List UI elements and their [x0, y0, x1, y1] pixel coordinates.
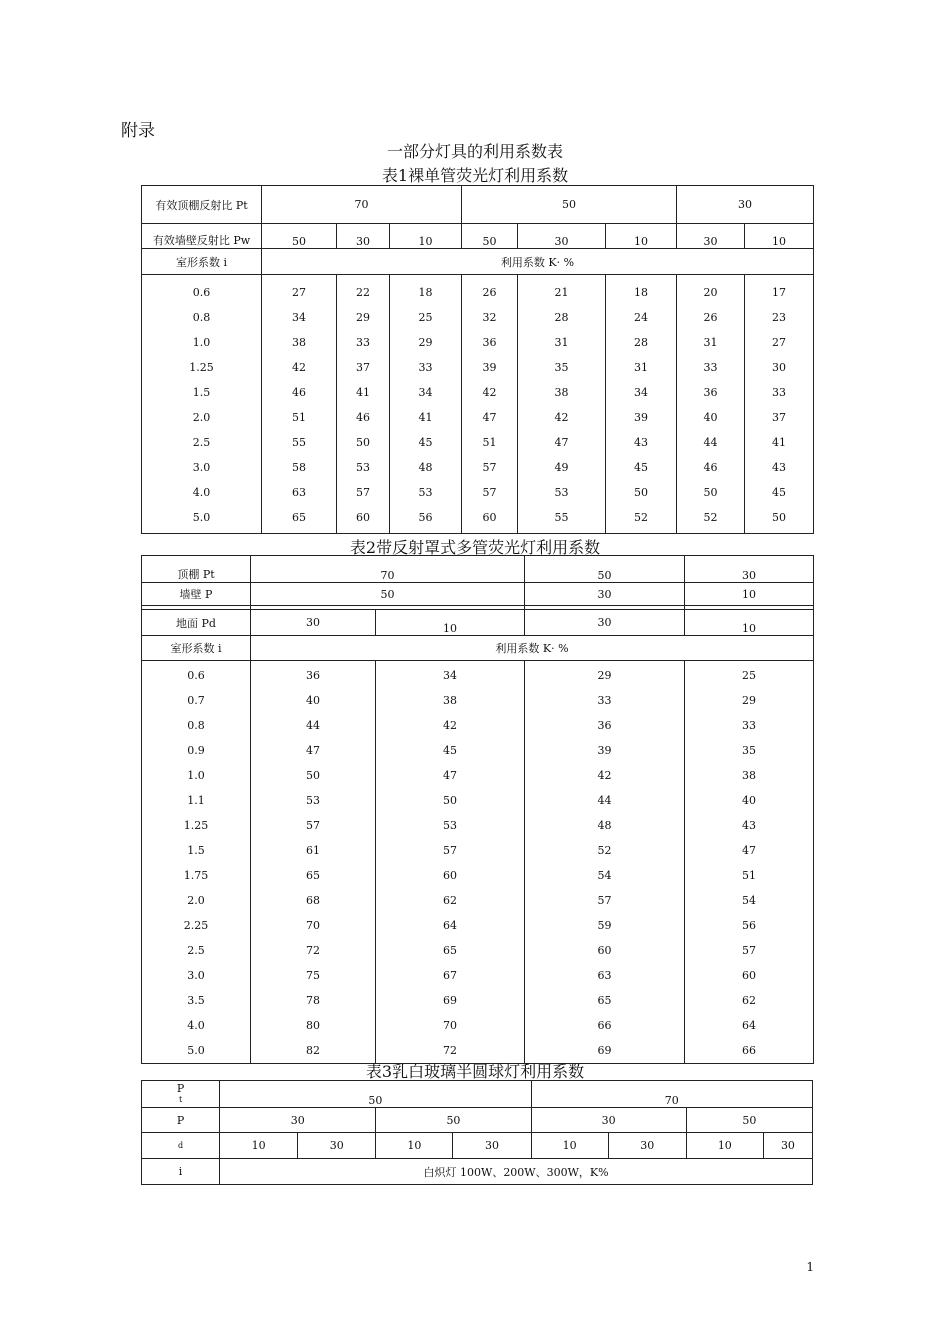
table-cell-value: 47 [554, 436, 569, 449]
ceiling-value: 50 [462, 186, 677, 224]
table-cell-value: 53 [554, 486, 569, 499]
wall-value: 10 [390, 224, 462, 249]
table-cell-value: 39 [597, 744, 612, 757]
floor-value: 30 [525, 610, 685, 636]
table-cell-value: 1.0 [187, 769, 205, 782]
table-cell-value: 50 [634, 486, 648, 499]
table-cell-value: 42 [482, 386, 497, 399]
data-column [525, 661, 685, 1064]
table-cell-value: 68 [306, 894, 320, 907]
wall-value: 10 [606, 224, 677, 249]
table-cell-value: 25 [418, 311, 433, 324]
table-cell-value: 24 [634, 311, 648, 324]
floor-row-label: d [142, 1133, 220, 1159]
table-cell-value: 62 [443, 894, 457, 907]
table-cell-value: 5.0 [187, 1044, 205, 1057]
table-cell-value: 42 [443, 719, 457, 732]
data-column [376, 661, 525, 1064]
ceiling-value: 30 [677, 186, 814, 224]
ceiling-reflectance-label: 有效顶棚反射比 Pt [142, 186, 262, 224]
floor-value: 30 [298, 1133, 376, 1159]
utilization-label: 利用系数 K· % [262, 249, 814, 275]
wall-label: 墙壁 P [142, 583, 251, 606]
table-cell-value: 23 [772, 311, 786, 324]
table-cell-value: 38 [554, 386, 569, 399]
table-cell-value: 75 [306, 969, 320, 982]
table-cell-value: 57 [482, 461, 497, 474]
table-cell-value: 39 [634, 411, 648, 424]
floor-value: 30 [251, 610, 376, 636]
table-cell-value: 47 [742, 844, 756, 857]
table-cell-value: 65 [597, 994, 612, 1007]
table-cell-value: 1.0 [192, 336, 211, 349]
table-cell-value: 29 [597, 669, 612, 682]
table-cell-value: 18 [634, 286, 648, 299]
table-cell-value: 33 [418, 361, 433, 374]
table-cell-value: 45 [418, 436, 433, 449]
table-cell-value: 51 [292, 411, 306, 424]
table-cell-value: 72 [443, 1044, 457, 1057]
table-cell-value: 57 [597, 894, 612, 907]
ceiling-row-label: P t [142, 1081, 220, 1108]
table-cell-value: 43 [634, 436, 648, 449]
table-cell-value: 34 [443, 669, 457, 682]
table-cell-value: 67 [443, 969, 457, 982]
wall-value: 50 [462, 224, 518, 249]
table-cell-value: 46 [292, 386, 306, 399]
table-cell-value: 25 [742, 669, 756, 682]
table-cell-value: 2.0 [187, 894, 205, 907]
table-cell-value: 33 [356, 336, 370, 349]
table2-title: 表2带反射罩式多管荧光灯利用系数 [349, 538, 601, 557]
table-cell-value: 29 [418, 336, 433, 349]
ceiling-value: 30 [685, 556, 814, 583]
table-cell-value: 41 [418, 411, 433, 424]
table-cell-value: 69 [443, 994, 457, 1007]
table-cell-value: 50 [772, 511, 786, 524]
data-column [251, 661, 376, 1064]
table-cell-value: 17 [772, 286, 786, 299]
table3 [141, 1080, 813, 1185]
table-cell-value: 69 [597, 1044, 612, 1057]
table1 [141, 185, 814, 534]
table-cell-value: 57 [482, 486, 497, 499]
table-cell-value: 52 [597, 844, 612, 857]
table-cell-value: 35 [554, 361, 569, 374]
table-cell-value: 33 [703, 361, 718, 374]
table-cell-value: 45 [634, 461, 648, 474]
wall-reflectance-label: 有效墙壁反射比 Pw [142, 224, 262, 249]
table-cell-value: 34 [292, 311, 306, 324]
table-cell-value: 36 [597, 719, 612, 732]
table-cell-value: 56 [418, 511, 433, 524]
table-cell-value: 57 [742, 944, 756, 957]
wall-value: 30 [518, 224, 606, 249]
table-cell-value: 78 [306, 994, 320, 1007]
table-cell-value: 70 [443, 1019, 457, 1032]
table-cell-value: 18 [418, 286, 433, 299]
wall-value: 50 [262, 224, 337, 249]
page-number: 1 [806, 1260, 814, 1274]
table-cell-value: 41 [356, 386, 370, 399]
table-cell-value: 50 [356, 436, 370, 449]
table-cell-value: 64 [742, 1019, 756, 1032]
table-cell-value: 38 [443, 694, 457, 707]
wall-value: 30 [525, 583, 685, 606]
table-cell-value: 21 [554, 286, 569, 299]
table-cell-value: 60 [742, 969, 756, 982]
wall-value: 30 [337, 224, 390, 249]
table-cell-value: 60 [356, 511, 370, 524]
table-cell-value: 33 [772, 386, 786, 399]
table-cell-value: 36 [306, 669, 320, 682]
floor-value: 10 [685, 610, 814, 636]
wall-value: 10 [745, 224, 814, 249]
table-cell-value: 52 [634, 511, 648, 524]
table-cell-value: 55 [292, 436, 306, 449]
table-cell-value: 26 [482, 286, 497, 299]
table-cell-value: 1.25 [189, 361, 214, 374]
table-cell-value: 53 [356, 461, 370, 474]
table-cell-value: 38 [742, 769, 756, 782]
table-cell-value: 62 [742, 994, 756, 1007]
table-cell-value: 31 [634, 361, 648, 374]
wall-value: 50 [376, 1108, 531, 1133]
table-cell-value: 42 [554, 411, 569, 424]
table-cell-value: 2.5 [192, 436, 211, 449]
table-cell-value: 44 [306, 719, 320, 732]
table-cell-value: 27 [292, 286, 306, 299]
table-cell-value: 4.0 [192, 486, 211, 499]
table-cell-value: 63 [292, 486, 306, 499]
ceiling-value: 70 [531, 1081, 812, 1108]
wall-value: 30 [531, 1108, 686, 1133]
room-index-label: 室形系数 i [142, 636, 251, 661]
table-cell-value: 54 [742, 894, 756, 907]
room-index-label: 室形系数 i [142, 249, 262, 275]
table3-title: 表3乳白玻璃半圆球灯利用系数 [365, 1062, 585, 1081]
table-cell-value: 1.5 [192, 386, 211, 399]
table-cell-value: 63 [597, 969, 612, 982]
table-cell-value: 3.5 [187, 994, 205, 1007]
table-cell-value: 1.75 [183, 869, 209, 882]
table-cell-value: 53 [418, 486, 433, 499]
table-cell-value: 2.25 [183, 919, 209, 932]
table-cell-value: 52 [703, 511, 718, 524]
room-index-column [142, 661, 251, 1064]
table-cell-value: 33 [742, 719, 756, 732]
wall-value: 30 [677, 224, 745, 249]
floor-label: 地面 Pd [142, 610, 251, 636]
appendix-heading: 附录 [121, 121, 155, 141]
table-cell-value: 39 [482, 361, 497, 374]
table-cell-value: 28 [554, 311, 569, 324]
table-cell-value: 33 [597, 694, 612, 707]
table-cell-value: 50 [443, 794, 457, 807]
table-cell-value: 3.0 [192, 461, 211, 474]
floor-value: 10 [376, 1133, 453, 1159]
table-cell-value: 36 [482, 336, 497, 349]
data-column [337, 275, 390, 534]
table-cell-value: 26 [703, 311, 718, 324]
table-cell-value: 57 [306, 819, 320, 832]
ceiling-value: 70 [262, 186, 462, 224]
table-cell-value: 0.9 [187, 744, 205, 757]
table-cell-value: 30 [772, 361, 786, 374]
table-cell-value: 60 [443, 869, 457, 882]
utilization-label: 白炽灯 100W、200W、300W，K% [220, 1159, 813, 1185]
table-cell-value: 46 [356, 411, 370, 424]
table-cell-value: 70 [306, 919, 320, 932]
table-cell-value: 35 [742, 744, 756, 757]
room-index-label: i [142, 1159, 220, 1185]
table-cell-value: 53 [443, 819, 457, 832]
table-cell-value: 0.7 [187, 694, 205, 707]
wall-value: 50 [251, 583, 525, 606]
table-cell-value: 0.8 [192, 311, 211, 324]
table-cell-value: 54 [597, 869, 612, 882]
table-cell-value: 44 [597, 794, 612, 807]
table-cell-value: 59 [597, 919, 612, 932]
table-cell-value: 58 [292, 461, 306, 474]
table-cell-value: 65 [443, 944, 457, 957]
floor-value: 10 [686, 1133, 763, 1159]
table-cell-value: 49 [554, 461, 569, 474]
table-cell-value: 80 [306, 1019, 320, 1032]
table-cell-value: 28 [634, 336, 648, 349]
table-cell-value: 40 [306, 694, 320, 707]
table-cell-value: 47 [306, 744, 320, 757]
table1-title: 表1裸单管荧光灯利用系数 [381, 166, 569, 185]
data-column [685, 661, 814, 1064]
table-cell-value: 3.0 [187, 969, 205, 982]
table-cell-value: 34 [634, 386, 648, 399]
data-column [390, 275, 462, 534]
table-cell-value: 31 [554, 336, 569, 349]
ceiling-value: 50 [220, 1081, 531, 1108]
table-cell-value: 65 [292, 511, 306, 524]
wall-value: 10 [685, 583, 814, 606]
table-cell-value: 53 [306, 794, 320, 807]
table-cell-value: 5.0 [192, 511, 211, 524]
ceiling-value: 70 [251, 556, 525, 583]
table-cell-value: 66 [597, 1019, 612, 1032]
table-cell-value: 29 [356, 311, 370, 324]
table-cell-value: 64 [443, 919, 457, 932]
table-cell-value: 51 [482, 436, 497, 449]
table-cell-value: 36 [703, 386, 718, 399]
table-cell-value: 0.6 [187, 669, 205, 682]
data-column [745, 275, 814, 534]
table-cell-value: 65 [306, 869, 320, 882]
table-cell-value: 0.8 [187, 719, 205, 732]
floor-value: 30 [763, 1133, 812, 1159]
data-column [606, 275, 677, 534]
table-cell-value: 4.0 [187, 1019, 205, 1032]
floor-value: 10 [220, 1133, 298, 1159]
table-cell-value: 55 [554, 511, 569, 524]
table-cell-value: 41 [772, 436, 786, 449]
data-column [677, 275, 745, 534]
table-cell-value: 2.0 [192, 411, 211, 424]
table-cell-value: 60 [482, 511, 497, 524]
floor-value: 30 [608, 1133, 686, 1159]
table2 [141, 555, 814, 1064]
floor-value: 30 [453, 1133, 531, 1159]
wall-value: 50 [686, 1108, 812, 1133]
table-cell-value: 38 [292, 336, 306, 349]
table-cell-value: 45 [443, 744, 457, 757]
table-cell-value: 29 [742, 694, 756, 707]
data-column [462, 275, 518, 534]
data-column [518, 275, 606, 534]
table-cell-value: 57 [443, 844, 457, 857]
table-cell-value: 50 [703, 486, 718, 499]
wall-value: 30 [220, 1108, 376, 1133]
table-cell-value: 72 [306, 944, 320, 957]
table-cell-value: 40 [703, 411, 718, 424]
table-cell-value: 66 [742, 1044, 756, 1057]
table-cell-value: 1.25 [183, 819, 209, 832]
table-cell-value: 40 [742, 794, 756, 807]
table-cell-value: 43 [772, 461, 786, 474]
table-cell-value: 47 [443, 769, 457, 782]
table-cell-value: 27 [772, 336, 786, 349]
table-cell-value: 51 [742, 869, 756, 882]
table-cell-value: 45 [772, 486, 786, 499]
table-cell-value: 34 [418, 386, 433, 399]
table-cell-value: 47 [482, 411, 497, 424]
table-cell-value: 61 [306, 844, 320, 857]
table-cell-value: 37 [772, 411, 786, 424]
table-cell-value: 2.5 [187, 944, 205, 957]
table-cell-value: 22 [356, 286, 370, 299]
data-column [262, 275, 337, 534]
main-title: 一部分灯具的利用系数表 [386, 142, 563, 161]
room-index-column [142, 275, 262, 534]
table-cell-value: 20 [703, 286, 718, 299]
table-cell-value: 50 [306, 769, 320, 782]
table-cell-value: 0.6 [192, 286, 211, 299]
table-cell-value: 46 [703, 461, 718, 474]
table-cell-value: 1.5 [187, 844, 205, 857]
table-cell-value: 56 [742, 919, 756, 932]
table-cell-value: 42 [597, 769, 612, 782]
table-cell-value: 82 [306, 1044, 320, 1057]
table-cell-value: 42 [292, 361, 306, 374]
table-cell-value: 48 [597, 819, 612, 832]
floor-value: 10 [531, 1133, 608, 1159]
ceiling-label: 顶棚 Pt [142, 556, 251, 583]
table-cell-value: 1.1 [187, 794, 205, 807]
table-cell-value: 44 [703, 436, 718, 449]
table-cell-value: 37 [356, 361, 370, 374]
table-cell-value: 57 [356, 486, 370, 499]
table-cell-value: 32 [482, 311, 497, 324]
ceiling-value: 50 [525, 556, 685, 583]
table-cell-value: 31 [703, 336, 718, 349]
table-cell-value: 48 [418, 461, 433, 474]
table-cell-value: 60 [597, 944, 612, 957]
table-cell-value: 43 [742, 819, 756, 832]
floor-value: 10 [376, 610, 525, 636]
utilization-label: 利用系数 K· % [251, 636, 814, 661]
wall-row-label: P [142, 1108, 220, 1133]
